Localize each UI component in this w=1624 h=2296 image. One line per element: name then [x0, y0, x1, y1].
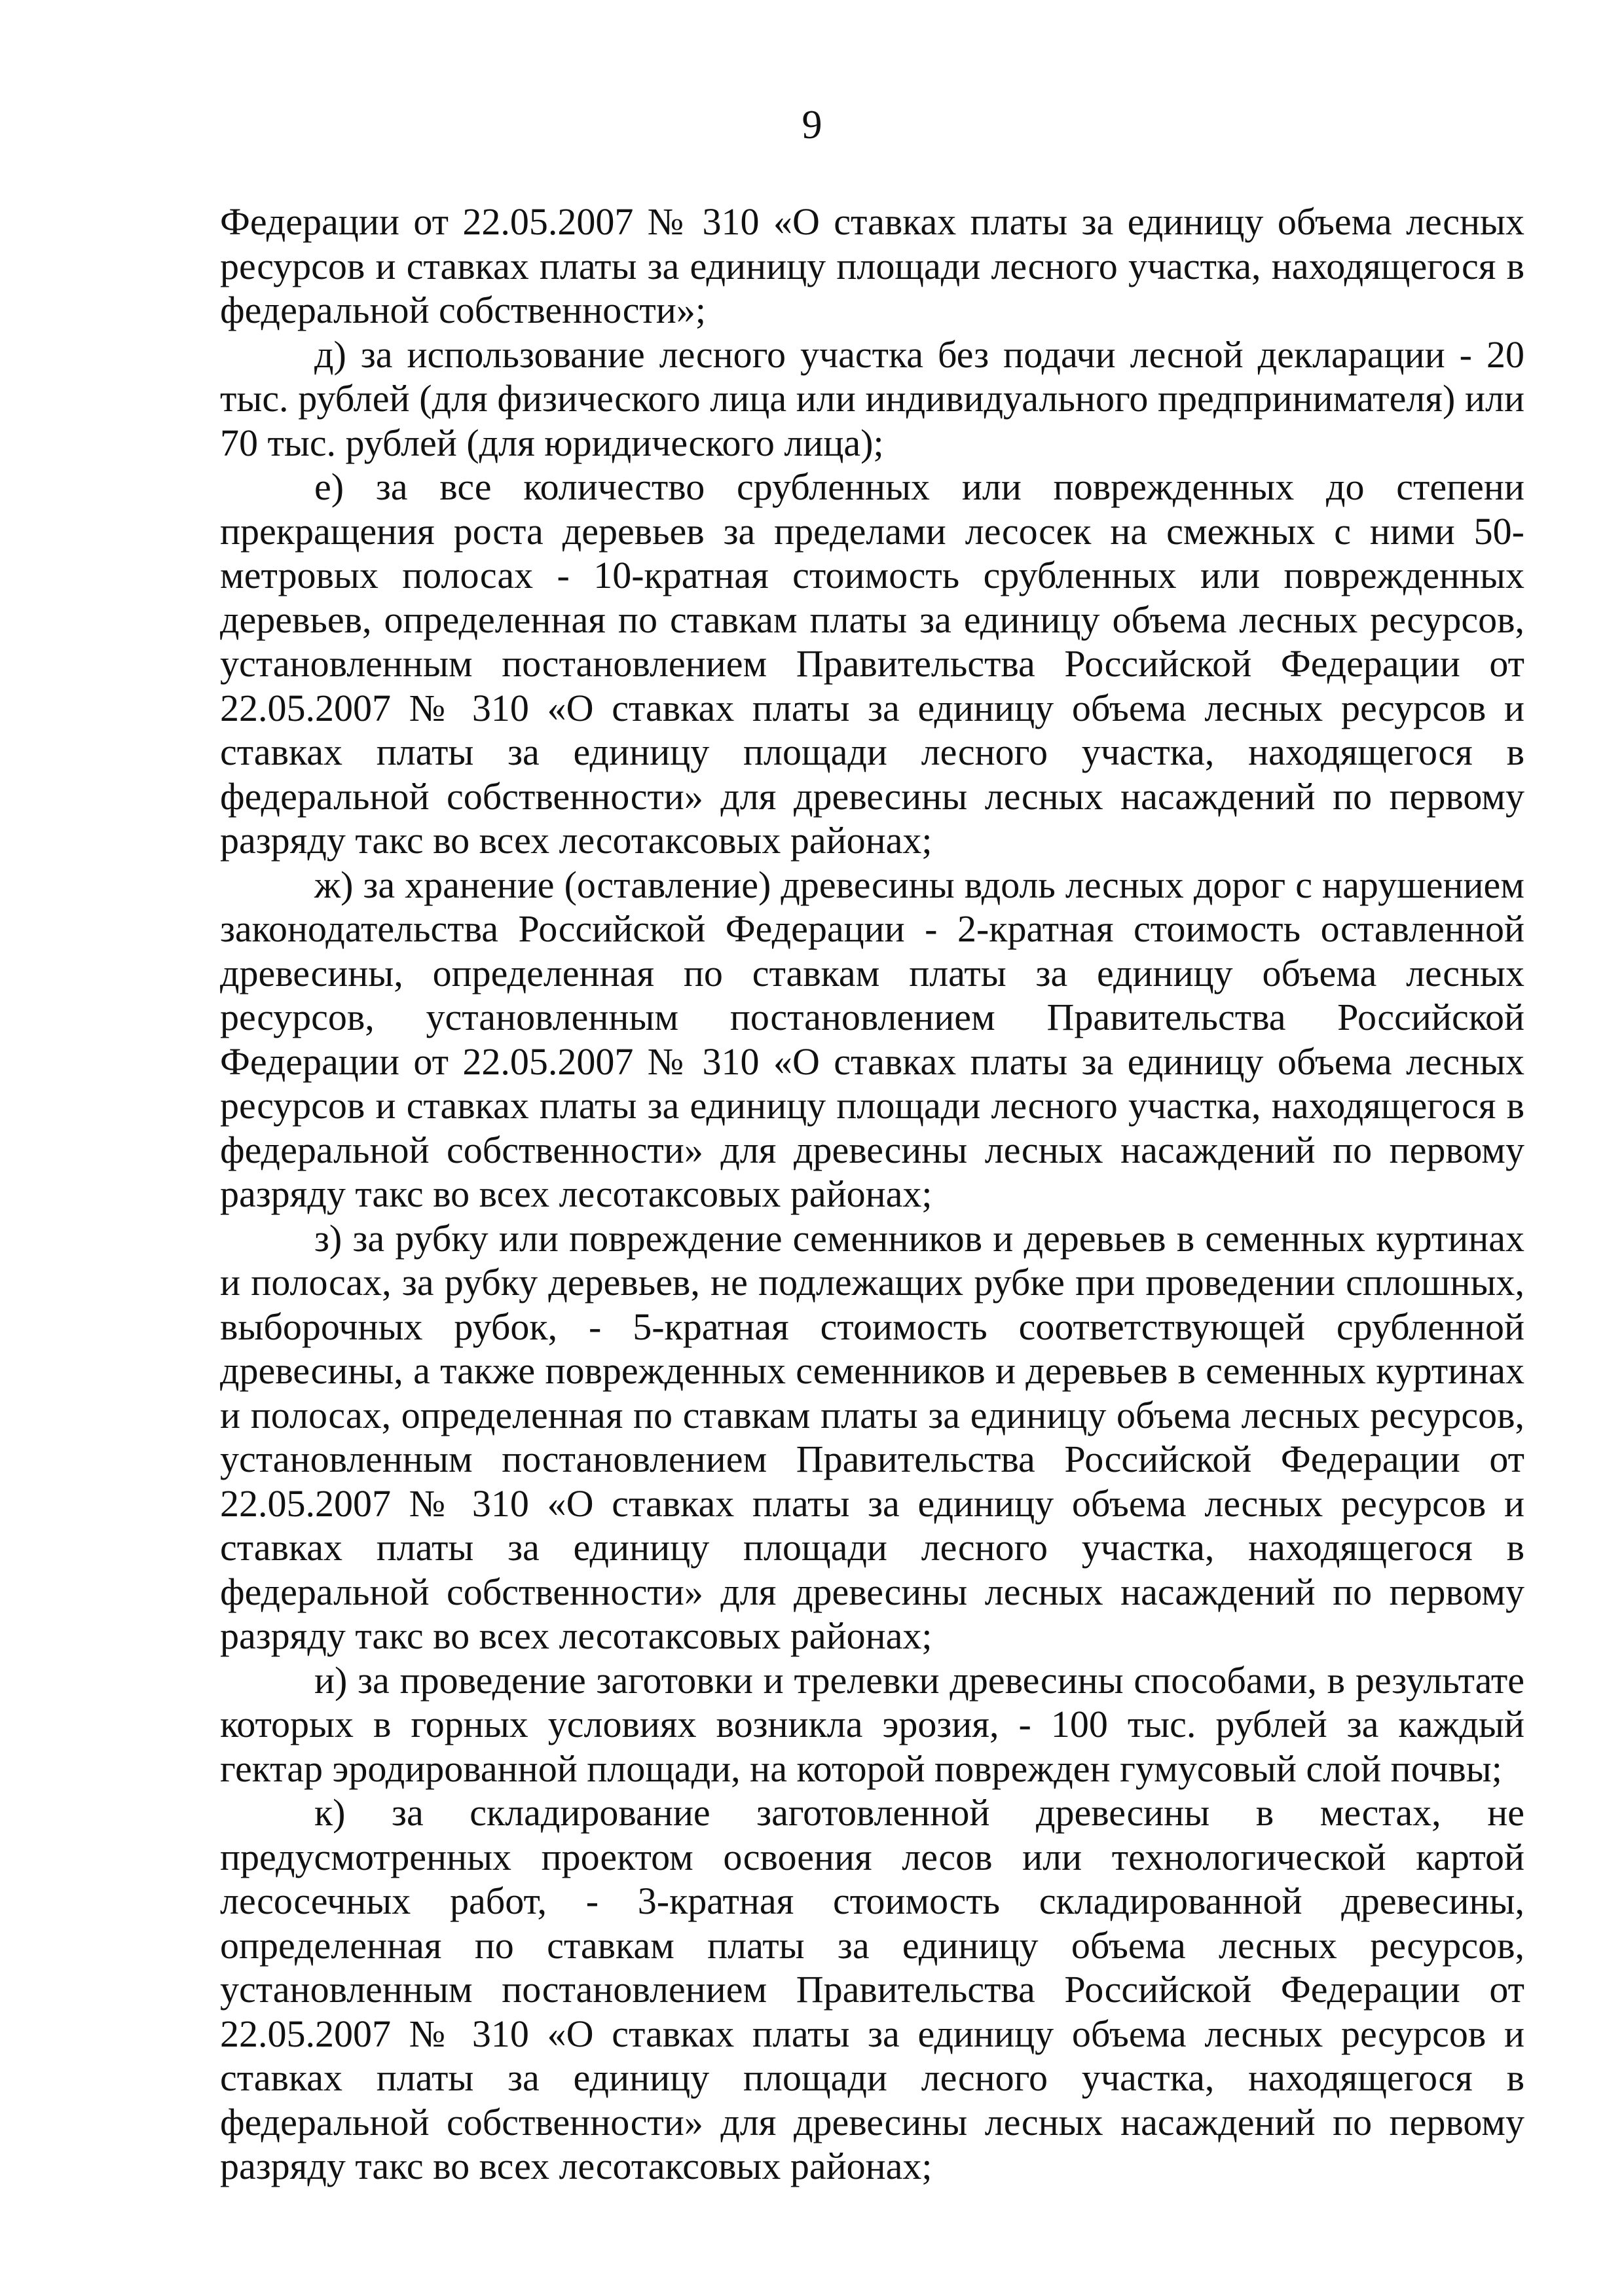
paragraph-item-i: и) за проведение заготовки и трелевки древесины способами, в результате которых в горных условиях возникла эрозия, - 100 тыс. рублей за каждый гектар эродированной площади, на которой поврежден гумусовый слой почвы; [220, 1658, 1524, 1790]
page-number: 9 [802, 103, 822, 147]
paragraph-continuation: Федерации от 22.05.2007 № 310 «О ставках платы за единицу объема лесных ресурсов и ставках платы за единицу площади лесного участка, находящегося в федеральной собственности»; [220, 200, 1524, 331]
paragraph-item-k: к) за складирование заготовленной древесины в местах, не предусмотренных проектом освоения лесов или технологической картой лесосечных работ, - 3-кратная стоимость складированной древесины, определенная по ставкам платы за единицу объема лесных ресурсов, установленным постановлением Правительства Российской Федерации от 22.05.2007 № 310 «О ставках платы за единицу объема лесных ресурсов и ставках платы за единицу площади лесного участка, находящегося в федеральной собственности» для древесины лесных насаждений по первому разряду такс во всех лесотаксовых районах; [220, 1791, 1524, 2187]
paragraph-item-d: д) за использование лесного участка без подачи лесной декларации - 20 тыс. рублей (для физического лица или индивидуального предпринимателя) или 70 тыс. рублей (для юридического лица); [220, 333, 1524, 464]
paragraph-item-e: е) за все количество срубленных или поврежденных до степени прекращения роста деревьев за пределами лесосек на смежных с ними 50-метровых полосах - 10-кратная стоимость срубленных или поврежденных деревьев, определенная по ставкам платы за единицу объема лесных ресурсов, установленным постановлением Правительства Российской Федерации от 22.05.2007 № 310 «О ставках платы за единицу объема лесных ресурсов и ставках платы за единицу площади лесного участка, находящегося в федеральной собственности» для древесины лесных насаждений по первому разряду такс во всех лесотаксовых районах; [220, 465, 1524, 862]
paragraph-item-zh: ж) за хранение (оставление) древесины вдоль лесных дорог с нарушением законодательства Российской Федерации - 2-кратная стоимость оставленной древесины, определенная по ставкам платы за единицу объема лесных ресурсов, установленным постановлением Правительства Российской Федерации от 22.05.2007 № 310 «О ставках платы за единицу объема лесных ресурсов и ставках платы за единицу площади лесного участка, находящегося в федеральной собственности» для древесины лесных насаждений по первому разряду такс во всех лесотаксовых районах; [220, 863, 1524, 1215]
document-body [220, 200, 1524, 2189]
paragraph-item-z: з) за рубку или повреждение семенников и деревьев в семенных куртинах и полосах, за рубку деревьев, не подлежащих рубке при проведении сплошных, выборочных рубок, - 5-кратная стоимость соответствующей срубленной древесины, а также поврежденных семенников и деревьев в семенных куртинах и полосах, определенная по ставкам платы за единицу объема лесных ресурсов, установленным постановлением Правительства Российской Федерации от 22.05.2007 № 310 «О ставках платы за единицу объема лесных ресурсов и ставках платы за единицу площади лесного участка, находящегося в федеральной собственности» для древесины лесных насаждений по первому разряду такс во всех лесотаксовых районах; [220, 1216, 1524, 1657]
